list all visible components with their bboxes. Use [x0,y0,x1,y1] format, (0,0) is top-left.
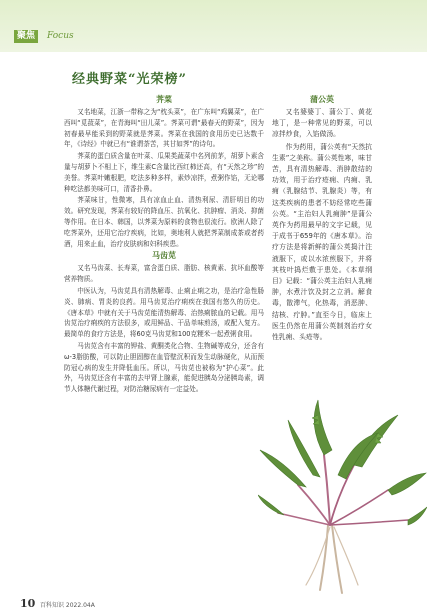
page-number: 10 [20,597,36,610]
paragraph: 又名婆婆丁、蒲公丁、黄花地丁，是一种常见的野菜，可以凉拌炒食，入馅做汤。 [272,108,372,139]
section-heading-dandelion: 蒲公英 [310,95,334,104]
paragraph: 马齿苋含有丰富的钾盐、黄酮类化合物、生物碱等成分，还含有ω-3脂肪酸，可以防止胆固醇在血管壁沉积而发生动脉硬化，从而预防冠心病的发生并降低血压。所以，马齿苋也被称为“护心菜”。此外，马齿苋还含有丰富的去甲肾上腺素，能促进胰岛分泌胰岛素，调节人体糖代谢过程，对防治糖尿病有一定益处。 [64,341,264,394]
paragraph: 又名马齿菜、长寿菜，富含蛋白质、脂肪、核黄素、抗坏血酸等营养物质。 [64,264,264,284]
dandelion-plant-illustration [258,395,427,595]
header-band [0,0,427,52]
paragraph: 又名地菜，江浙一带称之为“枕头菜”，在广东叫“鸡翼菜”，在广西叫“觅菝菜”，在青海叫“田儿菜”。荠菜可谓“最春天的野菜”，因为初春最早能采到的野菜就是荠菜。荠菜在我国的食用历史已达数千年，《诗经》中就已有“谁谓荼苦，其甘如荠”的诗句。 [64,108,264,149]
paragraph: 作为药用，蒲公英有“天然抗生素”之美称。蒲公英性寒，味甘苦，具有清热解毒、消肿散结的功效，用于治疗疮痈、内痈、乳痈（乳腺结节、乳腺炎）等，有这类疾病的患者不妨经常吃些蒲公英。“主治妇人乳痈肿”是蒲公英作为药用最早的文字记载，见于成书于659年的《唐本草》。治疗方法是将新鲜的蒲公英捣汁注液服下，或以水浓煎服下，并将其枝叶捣烂敷于患处。《本草纲目》记载：“蒲公英主治妇人乳痈肿，水煮汁饮及封之立消。解食毒，散滞气，化热毒，消恶肿、结核、疔肿。”直至今日，临床上医生仍然在用蒲公英制剂治疗女性乳痈、头疮等。 [272,142,372,342]
right-column [272,94,372,344]
article-title: 经典野菜“光荣榜” [72,72,187,87]
section-heading-purslane: 马齿苋 [152,251,176,261]
paragraph: 荠菜的蛋白质含量在叶菜、瓜果类蔬菜中名列前茅，胡萝卜素含量与胡萝卜不相上下，维生素C含量比西红柿还高，有“天然之珍”的美誉。荠菜叶嫩根肥，吃法多种多样，素炒凉拌，煮粥作馅，无论哪种吃法都美味可口，清香扑鼻。 [64,152,264,193]
journal-issue: 百科知识 2022.04A [40,602,95,609]
section-tag: 聚焦 [14,30,38,43]
paragraph: 荠菜味甘，性微寒，具有凉血止血、清热利尿、清肝明目的功效。研究发现，荠菜有较好的降血压、抗氧化、抗肿瘤、消炎、抑菌等作用。在日本、韩国，以荠菜为原料的食物也很流行。欧洲人除了吃荠菜外，还用它治疗疾病，比如，奥地利人就把荠菜制成茶或者药酒，用来止血，治疗皮肤病和妇科疾患。 [64,196,264,248]
page-footer [0,595,427,615]
paragraph: 中医认为，马齿苋具有清热解毒、止痢止痢之功，是治疗急性肠炎、肺病、胃炎的良药。用马齿苋治疗痢疾在我国有悠久的历史。《唐本草》中就有关于马齿苋能清热解毒、治热痢脓血的记载。用马齿苋治疗痢疾的方法很多，或用鲜品、干品单味煎汤，或配入复方。最简单的食疗方法是，将60克马齿苋和100克粳米一起煮粥食用。 [64,286,264,339]
section-heading-shepherds-purse: 荠菜 [156,95,172,104]
left-column [64,94,264,396]
section-label-en: Focus [47,31,74,41]
